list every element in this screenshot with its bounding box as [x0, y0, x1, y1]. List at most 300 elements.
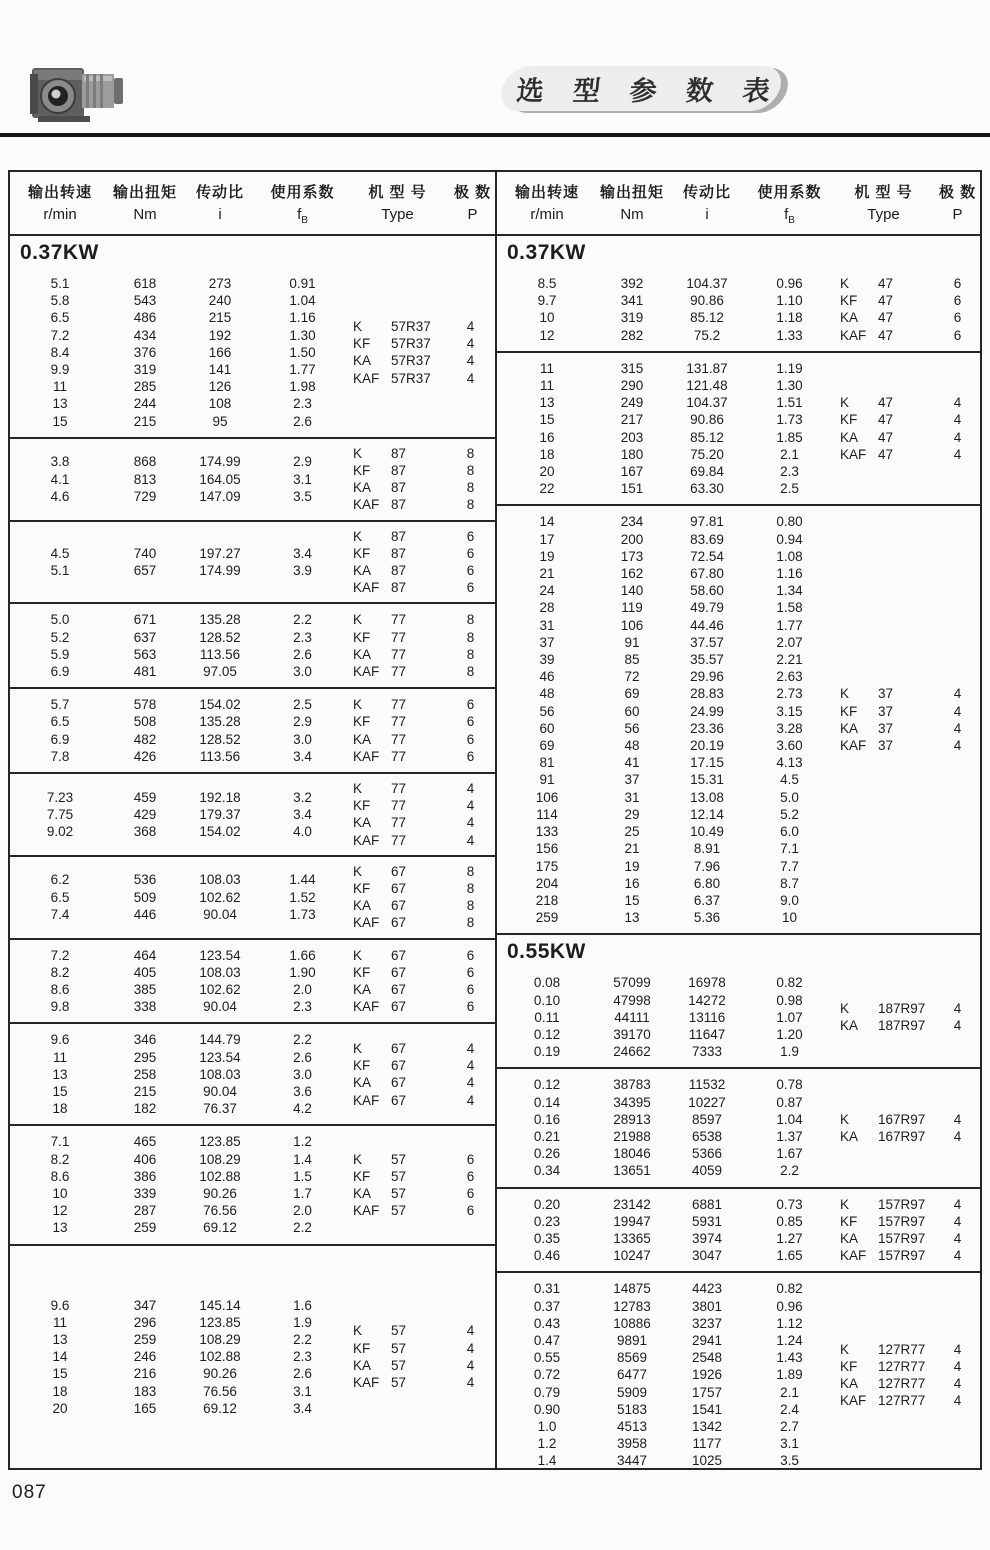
- poles-cell: 6: [466, 545, 475, 561]
- poles-cell: 4: [466, 781, 475, 797]
- table-row: [497, 1418, 832, 1435]
- torque-cell: 47998: [613, 992, 651, 1008]
- table-row: [497, 892, 832, 909]
- ratio-cell: 4423: [691, 1281, 723, 1297]
- speed-cell: 46: [539, 669, 555, 685]
- speed-cell: 5.9: [50, 646, 70, 662]
- type-row: [345, 545, 493, 562]
- ratio-cell: 1342: [691, 1418, 723, 1434]
- torque-cell: 119: [621, 600, 643, 616]
- type-prefix: K: [353, 697, 363, 713]
- table-row: [497, 1213, 832, 1230]
- torque-cell: 215: [133, 413, 157, 429]
- type-row: [345, 528, 493, 545]
- table-row: [497, 548, 832, 565]
- poles-cell: 4: [953, 395, 962, 411]
- table-row: [10, 1168, 345, 1185]
- type-prefix: KA: [353, 563, 372, 579]
- service-factor-cell: 2.0: [293, 982, 312, 998]
- ratio-cell: 85.12: [690, 429, 724, 445]
- type-size: 57: [391, 1168, 407, 1184]
- table-row: [10, 1383, 345, 1400]
- service-factor-cell: 2.07: [776, 634, 803, 650]
- torque-cell: 60: [624, 703, 640, 719]
- type-list: [345, 689, 493, 772]
- ratio-cell: 108.03: [199, 872, 241, 888]
- table-row: [497, 685, 832, 702]
- type-prefix: KA: [353, 982, 372, 998]
- ratio-cell: 131.87: [686, 360, 728, 376]
- type-size: 57R37: [391, 336, 431, 352]
- header-ratio-cn: 传动比: [195, 184, 244, 201]
- type-row: [832, 1341, 980, 1358]
- power-section: [10, 236, 495, 1468]
- ratio-cell: 166: [208, 344, 232, 360]
- speed-cell: 14: [539, 514, 555, 530]
- table-row: [497, 771, 832, 788]
- type-size: 77: [391, 697, 407, 713]
- type-prefix: KF: [840, 703, 858, 719]
- service-factor-cell: 4.13: [776, 755, 803, 771]
- service-factor-cell: 2.7: [780, 1418, 799, 1434]
- type-prefix: KA: [353, 1075, 372, 1091]
- service-factor-cell: 1.20: [776, 1026, 803, 1042]
- service-factor-cell: 1.5: [293, 1168, 312, 1184]
- speed-cell: 0.12: [533, 1077, 561, 1093]
- type-prefix: KF: [840, 1213, 858, 1229]
- type-row: [345, 947, 493, 964]
- type-prefix: KA: [353, 1357, 372, 1373]
- service-factor-cell: 2.0: [293, 1203, 312, 1219]
- service-factor-cell: 1.73: [289, 906, 316, 922]
- speed-cell: 6.2: [50, 872, 70, 888]
- type-row: [345, 713, 493, 730]
- speed-cell: 0.21: [533, 1128, 561, 1144]
- type-row: [345, 1057, 493, 1074]
- speed-cell: 39: [539, 652, 555, 668]
- service-factor-cell: 2.9: [293, 454, 312, 470]
- service-factor-cell: 2.3: [293, 396, 312, 412]
- poles-cell: 6: [466, 528, 475, 544]
- header-ratio-unit: i: [705, 206, 709, 223]
- type-size: 167R97: [878, 1111, 926, 1127]
- speed-cell: 5.1: [50, 563, 70, 579]
- service-factor-cell: 5.2: [780, 806, 799, 822]
- type-prefix: KA: [353, 898, 372, 914]
- ratio-cell: 5.36: [693, 910, 721, 926]
- table-row: [497, 992, 832, 1009]
- table-row: [10, 1133, 345, 1150]
- torque-cell: 671: [133, 612, 157, 628]
- header-torque-cn: 输出扭矩: [112, 184, 177, 201]
- torque-cell: 295: [133, 1049, 157, 1065]
- torque-cell: 19: [624, 858, 640, 874]
- type-size: 57R37: [391, 319, 431, 334]
- ratio-cell: 192.18: [199, 789, 241, 805]
- type-row: [345, 964, 493, 981]
- table-row: [497, 1009, 832, 1026]
- speed-cell: 8.2: [50, 1151, 70, 1167]
- type-prefix: K: [840, 395, 850, 411]
- torque-cell: 406: [133, 1151, 157, 1167]
- table-row: [10, 1348, 345, 1365]
- table-row: [10, 1365, 345, 1382]
- speed-cell: 11: [52, 379, 67, 395]
- column-header-left: [10, 172, 495, 236]
- table-row: [10, 1297, 345, 1314]
- torque-cell: 319: [133, 362, 157, 378]
- header-service-cn: 使用系数: [757, 184, 822, 201]
- ratio-cell: 192: [208, 327, 232, 343]
- type-row: [832, 685, 980, 702]
- torque-cell: 21988: [613, 1128, 651, 1144]
- type-list: [345, 940, 493, 1023]
- ratio-cell: 6881: [691, 1196, 723, 1212]
- service-factor-cell: 3.5: [293, 488, 312, 504]
- speed-cell: 7.8: [50, 748, 70, 764]
- header-speed-unit: r/min: [530, 206, 564, 223]
- table-row: [497, 1332, 832, 1349]
- service-factor-cell: 1.77: [776, 617, 803, 633]
- header-ratio-unit: i: [218, 206, 222, 223]
- torque-cell: 39170: [613, 1026, 651, 1042]
- type-size: 57: [391, 1151, 407, 1167]
- type-prefix: K: [840, 276, 850, 291]
- speed-cell: 11: [539, 360, 554, 376]
- service-factor-cell: 2.2: [293, 1220, 312, 1236]
- speed-cell: 1.0: [537, 1418, 557, 1434]
- type-row: [345, 748, 493, 765]
- type-row: [832, 275, 980, 292]
- type-prefix: KAF: [840, 1393, 867, 1409]
- type-size: 67: [391, 1075, 407, 1091]
- type-prefix: K: [353, 319, 363, 334]
- torque-cell: 106: [620, 617, 644, 633]
- service-factor-cell: 1.18: [776, 310, 803, 326]
- table-row: [497, 480, 832, 497]
- table-row: [497, 582, 832, 599]
- speed-cell: 133: [535, 824, 559, 840]
- torque-cell: 5909: [616, 1384, 648, 1400]
- service-factor-cell: 1.77: [289, 362, 316, 378]
- ratio-cell: 123.85: [199, 1134, 241, 1150]
- table-row: [10, 1031, 345, 1048]
- torque-cell: 509: [133, 889, 157, 905]
- ratio-cell: 135.28: [199, 714, 241, 730]
- torque-cell: 481: [133, 664, 157, 680]
- type-row: [345, 780, 493, 797]
- service-factor-cell: 7.7: [780, 858, 799, 874]
- ratio-cell: 102.88: [199, 1168, 241, 1184]
- torque-cell: 618: [133, 276, 157, 291]
- poles-cell: 4: [466, 832, 475, 848]
- table-row: [10, 562, 345, 579]
- data-block: [497, 504, 980, 933]
- service-factor-cell: 3.1: [780, 1436, 799, 1452]
- poles-cell: 4: [953, 1128, 962, 1144]
- type-row: [345, 1374, 493, 1391]
- type-row: [345, 462, 493, 479]
- table-row: [497, 463, 832, 480]
- speed-cell: 6.5: [50, 889, 70, 905]
- type-prefix: K: [840, 1111, 850, 1127]
- type-row: [345, 1151, 493, 1168]
- type-prefix: KAF: [353, 1375, 380, 1391]
- service-factor-cell: 1.44: [289, 872, 316, 888]
- type-row: [345, 981, 493, 998]
- speed-cell: 5.2: [50, 629, 70, 645]
- table-row: [497, 360, 832, 377]
- ratio-cell: 197.27: [199, 545, 241, 561]
- speed-cell: 0.90: [533, 1401, 561, 1417]
- type-size: 87: [391, 563, 407, 579]
- type-size: 67: [391, 863, 407, 879]
- type-size: 77: [391, 714, 407, 730]
- table-row: [10, 823, 345, 840]
- speed-cell: 13: [52, 396, 68, 412]
- type-prefix: K: [353, 528, 363, 544]
- poles-cell: 4: [953, 446, 962, 462]
- ratio-cell: 3974: [691, 1230, 723, 1246]
- ratio-cell: 144.79: [199, 1032, 241, 1048]
- speed-cell: 11: [52, 1049, 67, 1065]
- table-row: [10, 629, 345, 646]
- type-row: [345, 1168, 493, 1185]
- torque-cell: 165: [133, 1400, 157, 1416]
- type-row: [832, 1213, 980, 1230]
- type-prefix: K: [353, 781, 363, 797]
- poles-cell: 6: [953, 310, 962, 326]
- ratio-cell: 3047: [691, 1248, 723, 1264]
- service-factor-cell: 1.9: [293, 1314, 312, 1330]
- torque-cell: 426: [133, 748, 157, 764]
- ratio-cell: 108.29: [199, 1332, 241, 1348]
- torque-cell: 216: [133, 1366, 157, 1382]
- torque-cell: 259: [133, 1220, 157, 1236]
- type-row: [345, 797, 493, 814]
- type-size: 47: [878, 327, 894, 343]
- poles-cell: 4: [466, 798, 475, 814]
- speed-cell: 13: [52, 1220, 68, 1236]
- type-list: [345, 1246, 493, 1468]
- type-size: 47: [878, 293, 894, 309]
- ratio-cell: 123.54: [199, 947, 241, 963]
- poles-cell: 6: [466, 1186, 475, 1202]
- type-list: [345, 857, 493, 938]
- service-factor-cell: 0.87: [776, 1094, 803, 1110]
- type-prefix: KF: [353, 881, 371, 897]
- service-factor-cell: 0.94: [776, 531, 803, 547]
- poles-cell: 6: [466, 1151, 475, 1167]
- speed-cell: 12: [52, 1203, 68, 1219]
- table-row: [497, 1366, 832, 1383]
- service-factor-cell: 3.4: [293, 806, 312, 822]
- speed-cell: 8.6: [50, 1168, 70, 1184]
- table-row: [497, 634, 832, 651]
- table-row: [10, 964, 345, 981]
- service-factor-cell: 0.80: [776, 514, 803, 530]
- type-size: 187R97: [878, 1001, 926, 1017]
- torque-cell: 258: [133, 1066, 157, 1082]
- ratio-cell: 2548: [691, 1350, 723, 1366]
- torque-cell: 482: [133, 731, 157, 747]
- service-factor-cell: 3.1: [293, 471, 312, 487]
- service-factor-cell: 1.10: [776, 293, 803, 309]
- service-factor-cell: 2.2: [780, 1163, 799, 1179]
- speed-cell: 10: [539, 310, 555, 326]
- table-row: [497, 789, 832, 806]
- speed-cell: 15: [539, 412, 555, 428]
- service-factor-cell: 1.2: [293, 1134, 312, 1150]
- type-size: 67: [391, 982, 407, 998]
- service-factor-cell: 1.98: [289, 379, 316, 395]
- torque-cell: 215: [133, 1084, 157, 1100]
- speed-cell: 20: [52, 1400, 68, 1416]
- speed-cell: 5.1: [50, 276, 70, 291]
- ratio-cell: 3801: [691, 1298, 723, 1314]
- type-size: 77: [391, 798, 407, 814]
- service-factor-cell: 2.4: [780, 1401, 799, 1417]
- speed-cell: 18: [52, 1101, 68, 1117]
- ratio-cell: 75.2: [693, 327, 721, 343]
- service-factor-cell: 2.21: [776, 652, 803, 668]
- torque-cell: 740: [133, 545, 157, 561]
- torque-cell: 23142: [613, 1196, 651, 1212]
- service-factor-cell: 3.4: [293, 748, 312, 764]
- torque-cell: 5183: [616, 1401, 648, 1417]
- type-prefix: KA: [353, 353, 372, 369]
- type-size: 87: [391, 445, 407, 461]
- type-size: 47: [878, 429, 894, 445]
- service-factor-cell: 1.04: [289, 293, 316, 309]
- type-size: 57: [391, 1375, 407, 1391]
- type-prefix: KAF: [840, 446, 867, 462]
- column-header-right: [497, 172, 980, 236]
- service-factor-cell: 3.15: [776, 703, 803, 719]
- type-size: 37: [878, 738, 894, 754]
- speed-cell: 13: [52, 1066, 68, 1082]
- type-row: [832, 1247, 980, 1264]
- ratio-cell: 97.81: [690, 514, 724, 530]
- table-row: [10, 413, 345, 430]
- service-factor-cell: 9.0: [780, 892, 799, 908]
- torque-cell: 543: [133, 293, 157, 309]
- speed-cell: 5.8: [50, 293, 70, 309]
- type-size: 127R77: [878, 1341, 926, 1357]
- table-row: [10, 663, 345, 680]
- service-factor-cell: 3.1: [293, 1383, 312, 1399]
- table-row: [10, 471, 345, 488]
- type-size: 57R37: [391, 353, 431, 369]
- header-torque-cn: 输出扭矩: [599, 184, 664, 201]
- type-row: [345, 998, 493, 1015]
- torque-cell: 140: [620, 583, 644, 599]
- service-factor-cell: 1.12: [776, 1315, 803, 1331]
- ratio-cell: 128.52: [199, 629, 241, 645]
- service-factor-cell: 2.1: [780, 446, 799, 462]
- table-row: [497, 1043, 832, 1060]
- speed-cell: 9.6: [50, 1032, 70, 1048]
- ratio-cell: 104.37: [686, 395, 728, 411]
- ratio-cell: 108.03: [199, 1066, 241, 1082]
- page-title-banner: [506, 66, 786, 112]
- table-row: [497, 1026, 832, 1043]
- torque-cell: 465: [133, 1134, 157, 1150]
- speed-cell: 6.5: [50, 310, 70, 326]
- ratio-cell: 90.86: [690, 293, 724, 309]
- table-row: [497, 292, 832, 309]
- gear-motor-illustration: [30, 58, 140, 126]
- poles-cell: 4: [953, 1393, 962, 1409]
- type-prefix: K: [840, 1001, 850, 1017]
- ratio-cell: 102.62: [199, 982, 241, 998]
- poles-cell: 4: [953, 738, 962, 754]
- header-divider-rule: [0, 133, 990, 137]
- torque-cell: 182: [133, 1101, 157, 1117]
- poles-cell: 4: [953, 1001, 962, 1017]
- speed-cell: 6.9: [50, 731, 70, 747]
- torque-cell: 434: [133, 327, 157, 343]
- poles-cell: 4: [466, 353, 475, 369]
- type-prefix: KAF: [353, 832, 380, 848]
- data-block: [10, 687, 495, 772]
- ratio-cell: 72.54: [690, 548, 724, 564]
- torque-cell: 285: [133, 379, 157, 395]
- service-factor-cell: 2.3: [780, 464, 799, 480]
- speed-cell: 19: [539, 548, 555, 564]
- service-factor-cell: 10: [781, 910, 798, 926]
- ratio-cell: 69.84: [690, 464, 724, 480]
- speed-cell: 3.8: [50, 454, 70, 470]
- table-row: [497, 309, 832, 326]
- ratio-cell: 15.31: [690, 772, 724, 788]
- ratio-cell: 12.14: [690, 806, 724, 822]
- speed-cell: 0.43: [533, 1315, 561, 1331]
- table-row: [10, 611, 345, 628]
- speed-cell: 0.16: [533, 1111, 561, 1127]
- poles-cell: 4: [953, 1230, 962, 1246]
- poles-cell: 8: [466, 915, 475, 931]
- table-row: [10, 1331, 345, 1348]
- poles-cell: 8: [466, 664, 475, 680]
- table-row: [497, 327, 832, 344]
- torque-cell: 56: [624, 720, 640, 736]
- torque-cell: 28913: [613, 1111, 651, 1127]
- type-row: [345, 863, 493, 880]
- type-list: [832, 353, 980, 505]
- service-factor-cell: 1.30: [289, 327, 316, 343]
- table-row: [497, 1162, 832, 1179]
- torque-cell: 3958: [616, 1436, 648, 1452]
- type-prefix: KAF: [353, 1203, 380, 1219]
- torque-cell: 341: [620, 293, 644, 309]
- speed-cell: 4.5: [50, 545, 70, 561]
- poles-cell: 4: [953, 1358, 962, 1374]
- header-type-cn: 机 型 号: [368, 184, 427, 201]
- ratio-cell: 126: [208, 379, 232, 395]
- type-row: [832, 703, 980, 720]
- type-size: 77: [391, 664, 407, 680]
- type-size: 67: [391, 1041, 407, 1057]
- table-row: [497, 394, 832, 411]
- ratio-cell: 5931: [691, 1213, 723, 1229]
- type-row: [832, 411, 980, 428]
- service-factor-cell: 3.6: [293, 1084, 312, 1100]
- type-prefix: KA: [840, 1375, 859, 1391]
- ratio-cell: 63.30: [690, 481, 724, 497]
- speed-cell: 81: [539, 755, 555, 771]
- torque-cell: 429: [133, 806, 157, 822]
